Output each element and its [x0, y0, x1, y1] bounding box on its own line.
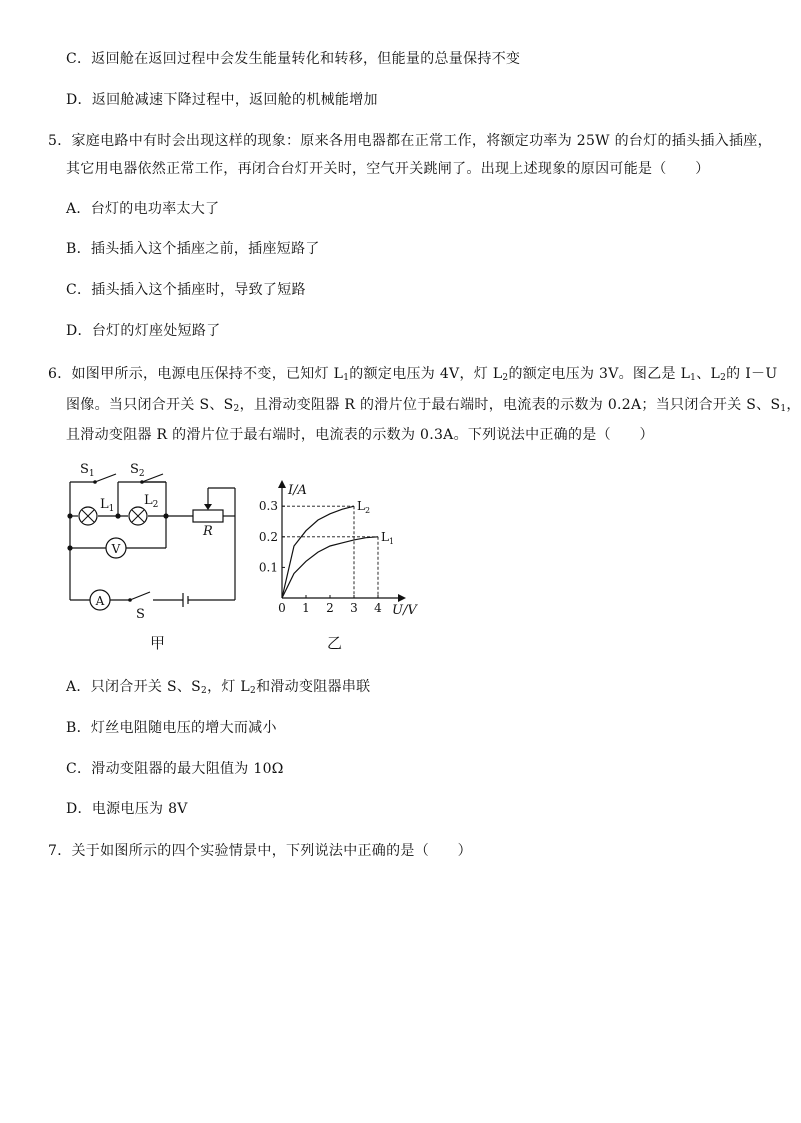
main-switch-label: S — [136, 607, 145, 622]
y-tick-label: 0.2 — [258, 529, 278, 544]
q6-option-c: C．滑动变阻器的最大阻值为 10Ω — [66, 761, 284, 777]
curve-l1 — [282, 537, 378, 598]
q6-stem-line2: 图像。当只闭合开关 S、$S_2$，且滑动变阻器 R 的滑片位于最右端时，电流表的示数为 0.2A；当只闭合开关 S、$S_1$， — [66, 397, 801, 414]
y-tick-label: 0.3 — [258, 499, 278, 514]
q6-option-b: B．灯丝电阻随电压的增大而减小 — [66, 720, 277, 736]
q5-stem-line2: 其它用电器依然正常工作，再闭合台灯开关时，空气开关跳闸了。出现上述现象的原因可能是（ ） — [66, 161, 710, 177]
graph-caption: 乙 — [327, 634, 343, 652]
q4-option-c: C．返回舱在返回过程中会发生能量转化和转移，但能量的总量保持不变 — [66, 51, 521, 67]
rheostat-label: R — [203, 524, 213, 539]
x-tick-label: 2 — [326, 601, 334, 615]
q7-stem: 7．关于如图所示的四个实验情景中，下列说法中正确的是（ ） — [48, 843, 472, 859]
l2-label: $L_2$ — [144, 493, 159, 510]
q6-stem-line1: 6．如图甲所示，电源电压保持不变，已知灯 $L_1$的额定电压为 4V，灯 $L_2$的额定电压为 3V。图乙是 $L_1$、$L_2$的 I－U — [48, 366, 778, 383]
l1-label: $L_1$ — [100, 497, 115, 514]
iu-graph — [258, 478, 418, 628]
x-tick-label: 0 — [278, 601, 286, 615]
circuit-caption: 甲 — [150, 634, 166, 652]
voltmeter-label: V — [111, 542, 121, 556]
curve-label-l2: $L_2$ — [357, 499, 371, 516]
q5-option-c: C．插头插入这个插座时，导致了短路 — [66, 282, 306, 298]
x-axis-label: U/V — [392, 603, 417, 618]
curve-label-l1: $L_1$ — [381, 529, 395, 546]
q5-option-b: B．插头插入这个插座之前，插座短路了 — [66, 241, 320, 257]
q5-stem-line1: 5．家庭电路中有时会出现这样的现象：原来各用电器都在正常工作，将额定功率为 25W 的台灯的插头插入插座， — [48, 133, 772, 149]
q5-option-d: D．台灯的灯座处短路了 — [66, 323, 221, 339]
s1-label: $S_1$ — [80, 462, 95, 479]
x-tick-label: 3 — [350, 601, 358, 615]
s2-label: $S_2$ — [130, 462, 145, 479]
y-tick-label: 0.1 — [258, 560, 278, 575]
q4-option-d: D．返回舱减速下降过程中，返回舱的机械能增加 — [66, 92, 378, 108]
x-tick-label: 4 — [374, 601, 382, 615]
x-tick-label: 1 — [302, 601, 310, 615]
ammeter-label: A — [95, 594, 105, 608]
q6-option-d: D．电源电压为 8V — [66, 801, 188, 817]
q6-stem-line3: 且滑动变阻器 R 的滑片位于最右端时，电流表的示数为 0.3A。下列说法中正确的是（ ） — [66, 427, 654, 443]
q5-option-a: A．台灯的电功率太大了 — [66, 201, 220, 217]
y-axis-label: I/A — [288, 483, 307, 498]
q6-option-a: A．只闭合开关 S、$S_2$，灯 $L_2$和滑动变阻器串联 — [66, 679, 371, 696]
